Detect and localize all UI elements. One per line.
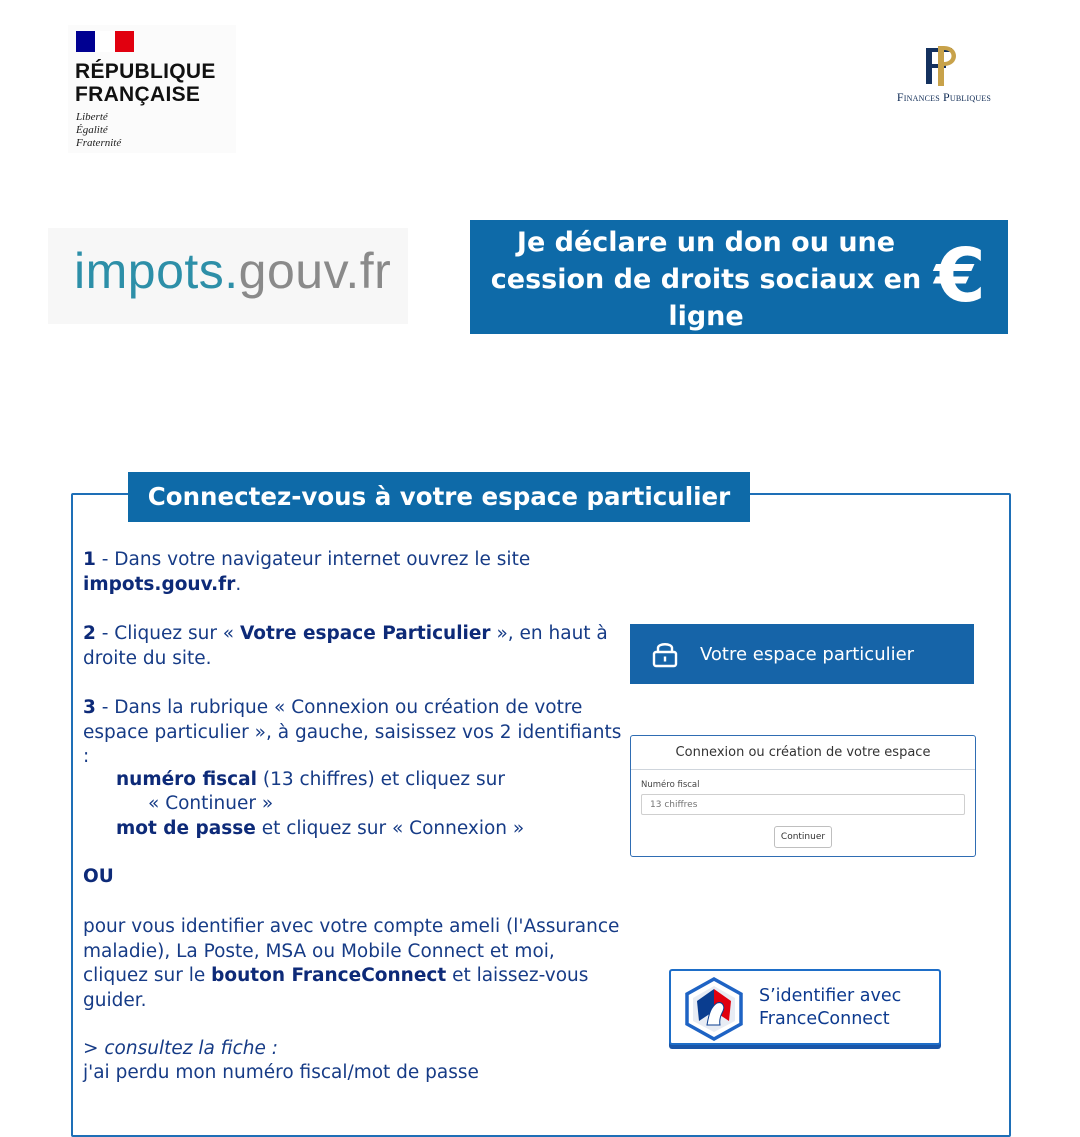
step-3-password: mot de passe et cliquez sur « Connexion » xyxy=(116,818,525,839)
title-banner xyxy=(470,220,1008,334)
franceconnect-label: S’identifier avec FranceConnect xyxy=(759,986,902,1029)
fiscal-number-label: Numéro fiscal xyxy=(641,780,700,790)
republique-francaise-logo xyxy=(68,25,236,153)
espace-particulier-label: Votre espace particulier xyxy=(700,643,915,665)
step-2-text: 2 - Cliquez sur « Votre espace Particulier », en haut à droite du site. xyxy=(83,623,608,669)
login-box-header: Connexion ou création de votre espace xyxy=(631,736,975,770)
finances-publiques-logo-icon xyxy=(918,42,966,88)
lock-icon xyxy=(652,640,678,668)
lost-password-fiche[interactable]: j'ai perdu mon numéro fiscal/mot de passe xyxy=(83,1062,479,1083)
step-3-text: 3 - Dans la rubrique « Connexion ou création de votre espace particulier », à gauche, saisissez vos 2 identifiants : xyxy=(83,697,622,767)
french-flag-icon xyxy=(76,31,134,52)
consult-fiche-link[interactable]: > consultez la fiche : xyxy=(83,1038,279,1059)
step-3-continue: « Continuer » xyxy=(148,793,274,814)
euro-icon: € xyxy=(934,233,986,319)
section-heading: Connectez-vous à votre espace particulier xyxy=(128,472,750,522)
impots-gouv-logo xyxy=(48,228,408,324)
republique-francaise-name: RÉPUBLIQUE FRANÇAISE xyxy=(75,60,216,106)
login-box xyxy=(630,735,976,857)
fiscal-number-input[interactable] xyxy=(641,794,965,815)
franceconnect-logo-icon xyxy=(683,977,745,1041)
continue-button[interactable]: Continuer xyxy=(774,826,832,848)
franceconnect-instructions: pour vous identifier avec votre compte ameli (l'Assurance maladie), La Poste, MSA ou Mobile Connect et moi, cliquez sur le bouton FranceConnect et laissez-vous guider. xyxy=(83,916,620,1011)
espace-particulier-button[interactable] xyxy=(630,624,974,684)
step-3-fiscal: numéro fiscal (13 chiffres) et cliquez sur xyxy=(116,769,505,790)
republique-motto: Liberté Égalité Fraternité xyxy=(76,111,122,149)
franceconnect-button[interactable] xyxy=(669,969,941,1045)
page-title: Je déclare un don ou une cession de droits sociaux en ligne xyxy=(490,227,922,332)
step-1-text: 1 - Dans votre navigateur internet ouvrez le site impots.gouv.fr. xyxy=(83,549,531,595)
impots-gouv-wordmark: impots.gouv.fr xyxy=(74,243,392,299)
or-separator: OU xyxy=(83,866,114,887)
finances-publiques-label: Finances Publiques xyxy=(896,90,992,104)
